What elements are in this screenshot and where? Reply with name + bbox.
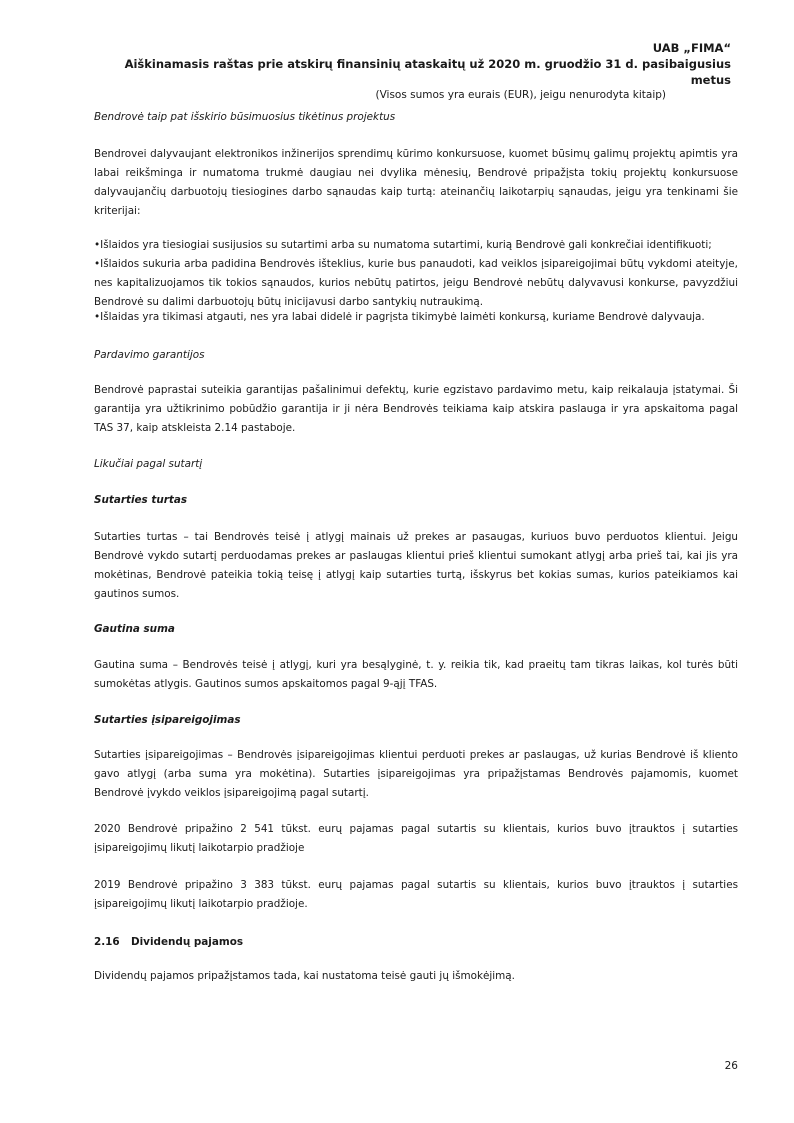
receivable-paragraph: Gautina suma – Bendrovės teisė į atlygį, kuri yra besąlyginė, t. y. reikia tik, kad praeitų tam tikras laikas, kol turės būti sumokėtas atlygis. Gautinos sumos apskaitomos pagal 9-ąjį TFAS.: [94, 659, 738, 690]
contract-asset-paragraph: Sutarties turtas – tai Bendrovės teisė į atlygį mainais už prekes ar pasaugas, kuriuos buvo perduotos klientui. Jeigu Bendrovė vykdo sutartį perduodamas prekes ar paslaugas klientui prieš klientui sumokant atlygį arba prieš tai, kai jis yra mokėtinas, Bendrovė pateikia tokią teisę į atlygį kaip sutarties turtą, išskyrus bet kokias sumas, kurios pateikiamos kai gautinos sumos.: [94, 531, 738, 600]
contract-liability-heading: Sutarties įsipareigojimas: [94, 714, 241, 726]
revenue-2020-paragraph: 2020 Bendrovė pripažino 2 541 tūkst. eurų pajamas pagal sutartis su klientais, kurios buvo įtrauktos į sutarties įsipareigojimų likutį laikotarpio pradžioje: [94, 823, 738, 854]
warranty-paragraph: Bendrovė paprastai suteikia garantijas pašalinimui defektų, kurie egzistavo pardavimo metu, kaip reikalauja įstatymai. Ši garantija yra užtikrinimo pobūdžio garantija ir ji nėra Bendrovės teikiama kaip atskira paslauga ir yra apskaitoma pagal TAS 37, kaip atskleista 2.14 pastaboje.: [94, 384, 738, 434]
revenue-2019-paragraph: 2019 Bendrovė pripažino 3 383 tūkst. eurų pajamas pagal sutartis su klientais, kurios buvo įtrauktos į sutarties įsipareigojimų likutį laikotarpio pradžioje.: [94, 879, 738, 910]
criteria-item-1: •Išlaidos yra tiesiogiai susijusios su sutartimi arba su numatoma sutartimi, kurią Bendrovė gali konkrečiai identifikuoti;: [94, 239, 712, 251]
report-title: Aiškinamasis raštas prie atskirų finansinių ataskaitų už 2020 m. gruodžio 31 d. pasibaigusius metus: [124, 57, 731, 87]
balances-heading: Likučiai pagal sutartį: [94, 458, 203, 470]
dividends-heading: Dividendų pajamos: [131, 936, 244, 948]
contract-liability-paragraph: Sutarties įsipareigojimas – Bendrovės įsipareigojimas klientui perduoti prekes ar paslaugas, už kurias Bendrovė iš kliento gavo atlygį (arba suma yra mokėtina). Sutarties įsipareigojimas yra pripažįstamas Bendrovės pajamomis, kuomet Bendrovė įvykdo veiklos įsipareigojimą pagal sutartį.: [94, 749, 738, 799]
section-number: 2.16: [94, 936, 120, 948]
dividends-paragraph: Dividendų pajamos pripažįstamos tada, kai nustatoma teisė gauti jų išmokėjimą.: [94, 970, 515, 982]
page-number: 26: [724, 1060, 738, 1072]
criteria-item-3: •Išlaidas yra tikimasi atgauti, nes yra labai didelė ir pagrįsta tikimybė laimėti konkursą, kuriame Bendrovė dalyvauja.: [94, 311, 705, 323]
future-projects-heading: Bendrovė taip pat išskirio būsimuosius tikėtinus projektus: [94, 111, 396, 123]
currency-note: (Visos sumos yra eurais (EUR), jeigu nenurodyta kitaip): [375, 89, 666, 101]
dividends-section-heading: [94, 933, 738, 952]
warranty-heading: Pardavimo garantijos: [94, 349, 205, 361]
company-name: UAB „FIMA“: [652, 41, 731, 55]
contract-asset-heading: Sutarties turtas: [94, 494, 188, 506]
future-projects-paragraph: Bendrovei dalyvaujant elektronikos inžinerijos sprendimų kūrimo konkursuose, kuomet būsimų galimų projektų apimtis yra labai reikšminga ir numatoma trukmė daugiau nei dvylika mėnesių, Bendrovė pripažįsta tokių projektų konkursuose dalyvaujančių darbuotojų tiesiogines darbo sąnaudas kaip turtą: ateinančių laikotarpių sąnaudas, jeigu yra tenkinami šie kriterijai:: [94, 148, 738, 217]
page-header: [94, 40, 731, 103]
receivable-heading: Gautina suma: [94, 623, 175, 635]
criteria-item-2: •Išlaidos sukuria arba padidina Bendrovės išteklius, kurie bus panaudoti, kad veiklos įsipareigojimai būtų vykdomi ateityje, nes kapitalizuojamos tik tokios sąnaudos, kurios nebūtų patirtos, jeigu Bendrovė nebūtų dalyvavusi konkurse, pavyzdžiui Bendrovė su dalimi darbuotojų būtų inicijavusi darbo santykių nutraukimą.: [94, 258, 738, 308]
